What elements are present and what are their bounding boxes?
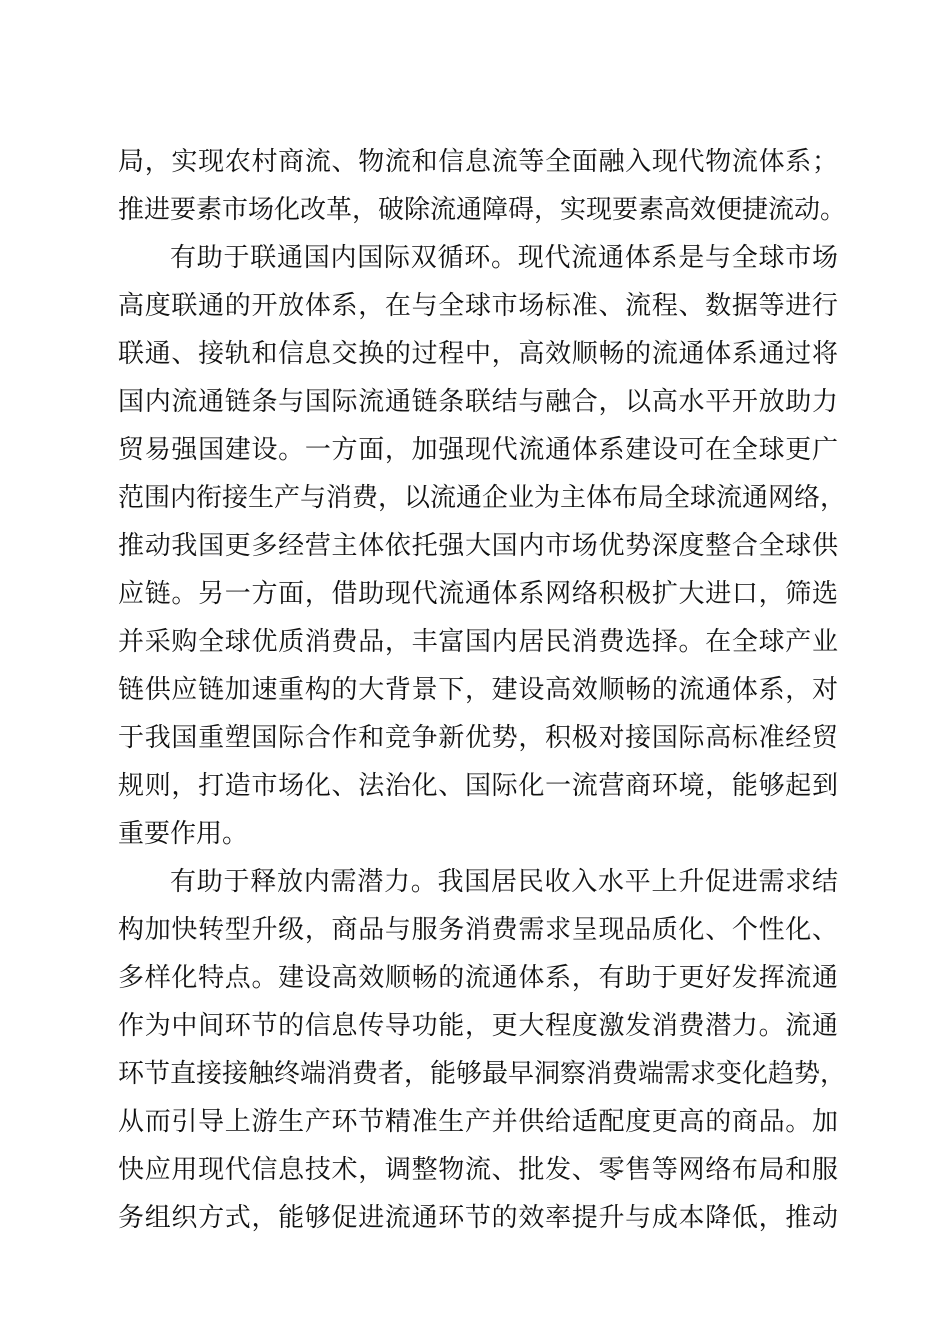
text-line: 链供应链加速重构的大背景下，建设高效顺畅的流通体系，对: [118, 675, 838, 705]
text-line: 国内流通链条与国际流通链条联结与融合，以高水平开放助力: [118, 387, 838, 417]
text-line: 推进要素市场化改革，破除流通障碍，实现要素高效便捷流动。: [118, 195, 847, 225]
text-line: 范围内衔接生产与消费，以流通企业为主体布局全球流通网络，: [118, 483, 847, 513]
text-line: 构加快转型升级，商品与服务消费需求呈现品质化、个性化、: [118, 915, 838, 945]
paragraph-last-line: 重要作用。: [118, 819, 249, 849]
text-line: 应链。另一方面，借助现代流通体系网络积极扩大进口，筛选: [118, 579, 838, 609]
text-line: 作为中间环节的信息传导功能，更大程度激发消费潜力。流通: [118, 1011, 838, 1041]
text-line: 高度联通的开放体系，在与全球市场标准、流程、数据等进行: [118, 291, 838, 321]
text-line: 环节直接接触终端消费者，能够最早洞察消费端需求变化趋势，: [118, 1059, 847, 1089]
text-line: 联通、接轨和信息交换的过程中，高效顺畅的流通体系通过将: [118, 339, 838, 369]
text-line: 局，实现农村商流、物流和信息流等全面融入现代物流体系；: [118, 147, 838, 177]
text-line: 推动我国更多经营主体依托强大国内市场优势深度整合全球供: [118, 531, 838, 561]
text-line: 务组织方式，能够促进流通环节的效率提升与成本降低，推动: [118, 1203, 838, 1233]
text-line: 贸易强国建设。一方面，加强现代流通体系建设可在全球更广: [118, 435, 838, 465]
text-line: 并采购全球优质消费品，丰富国内居民消费选择。在全球产业: [118, 627, 838, 657]
text-line: 快应用现代信息技术，调整物流、批发、零售等网络布局和服: [118, 1155, 838, 1185]
text-line: 规则，打造市场化、法治化、国际化一流营商环境，能够起到: [118, 771, 838, 801]
text-line: 于我国重塑国际合作和竞争新优势，积极对接国际高标准经贸: [118, 723, 838, 753]
paragraph-first-line: 有助于释放内需潜力。我国居民收入水平上升促进需求结: [170, 867, 838, 897]
text-line: 多样化特点。建设高效顺畅的流通体系，有助于更好发挥流通: [118, 963, 838, 993]
paragraph-first-line: 有助于联通国内国际双循环。现代流通体系是与全球市场: [170, 243, 838, 273]
text-line: 从而引导上游生产环节精准生产并供给适配度更高的商品。加: [118, 1107, 838, 1137]
